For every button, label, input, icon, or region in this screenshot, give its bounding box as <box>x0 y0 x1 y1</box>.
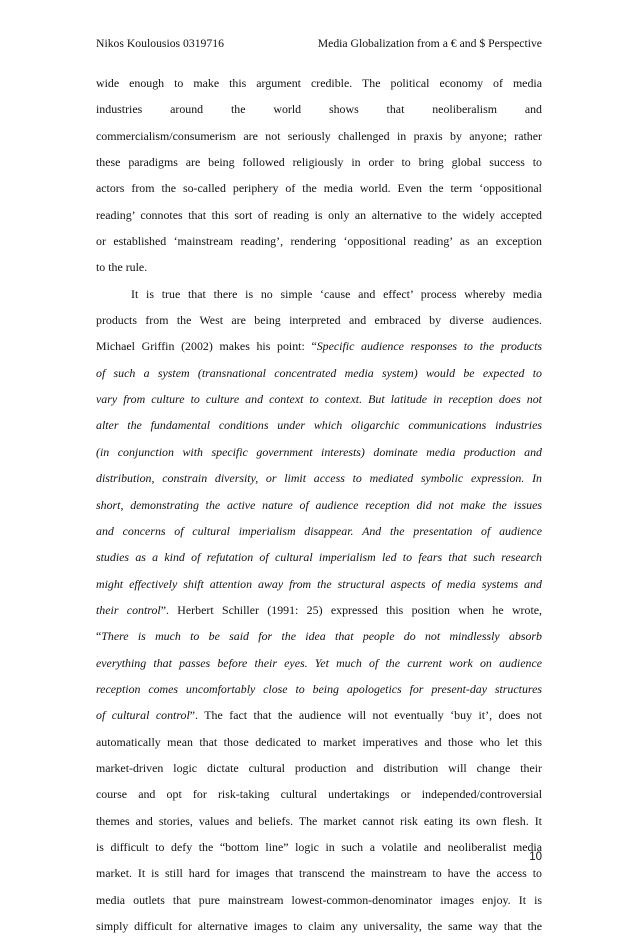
text-line <box>96 175 542 201</box>
text-line <box>96 281 542 307</box>
text-span: industries around the world shows that neoliberalism and <box>96 102 542 117</box>
text-span: to the rule. <box>96 260 148 275</box>
italic-quote-span: reception comes uncomfortably close to being apologetics for present-day structures <box>96 681 542 696</box>
text-span: or established ‘mainstream reading’, rendering ‘oppositional reading’ as an exception <box>96 234 542 249</box>
italic-quote-span: and concerns of cultural imperialism disappear. And the presentation of audience <box>96 523 542 538</box>
text-line <box>96 781 542 807</box>
page-number: 10 <box>529 851 542 863</box>
italic-quote-span: everything that passes before their eyes. Yet much of the current work on audience <box>96 655 542 670</box>
italic-quote-span: (in conjunction with specific government interests) dominate media production and <box>96 444 542 459</box>
text-span: actors from the so-called periphery of the media world. Even the term ‘oppositional <box>96 181 542 196</box>
text-span: products from the West are being interpreted and embraced by diverse audiences. <box>96 313 542 328</box>
text-span: wide enough to make this argument credible. The political economy of media <box>96 76 542 90</box>
text-line <box>96 887 542 913</box>
italic-quote-span: Specific audience responses to the products <box>316 339 542 354</box>
header-author-id: Nikos Koulousios 0319716 <box>96 37 224 50</box>
text-line <box>96 860 542 886</box>
text-line <box>96 96 542 122</box>
text-line <box>96 755 542 781</box>
italic-quote-span: There is much to be said for the idea that people do not mindlessly absorb <box>101 629 542 644</box>
text-span: Michael Griffin (2002) makes his point: “ <box>96 339 317 354</box>
text-line <box>96 412 542 438</box>
text-line <box>96 123 542 149</box>
text-span: market-driven logic dictate cultural production and distribution will change their <box>96 760 542 775</box>
text-line <box>96 834 542 860</box>
text-span: course and opt for risk-taking cultural undertakings or independed/controversial <box>96 787 542 802</box>
text-span: themes and stories, values and beliefs. The market cannot risk eating its own flesh. It <box>96 813 542 828</box>
text-line <box>96 333 542 359</box>
italic-quote-span: studies as a kind of refutation of cultural imperialism led to fears that such research <box>96 550 542 565</box>
text-line <box>96 623 542 649</box>
text-span: media outlets that pure mainstream lowest-common-denominator images enjoy. It is <box>96 892 542 907</box>
text-span: automatically mean that those dedicated to market imperatives and those who let this <box>96 734 542 749</box>
text-span: It is true that there is no simple ‘cause and effect’ process whereby media <box>131 286 542 301</box>
italic-quote-span: might effectively shift attention away from the structural aspects of media systems and <box>96 576 542 591</box>
text-line <box>96 913 542 939</box>
text-line <box>96 228 542 254</box>
text-line <box>96 149 542 175</box>
text-line <box>96 571 542 597</box>
text-line <box>96 70 542 96</box>
text-line <box>96 465 542 491</box>
text-line <box>96 492 542 518</box>
italic-quote-span: of cultural control <box>96 708 190 723</box>
text-line <box>96 202 542 228</box>
italic-quote-span: alter the fundamental conditions under which oligarchic communications industries <box>96 418 542 433</box>
body-text <box>96 70 542 939</box>
text-line <box>96 439 542 465</box>
text-line <box>96 808 542 834</box>
text-span: ”. Herbert Schiller (1991: 25) expressed this position when he wrote, <box>160 602 542 617</box>
text-span: is difficult to defy the “bottom line” logic in such a volatile and neoliberalist media <box>96 839 542 854</box>
text-line <box>96 254 542 280</box>
header-title: Media Globalization from a € and $ Perspective <box>317 37 542 50</box>
text-line <box>96 597 542 623</box>
text-line <box>96 518 542 544</box>
text-span: ”. The fact that the audience will not eventually ‘buy it’, does not <box>189 708 542 723</box>
text-line <box>96 650 542 676</box>
text-span: simply difficult for alternative images to claim any universality, the same way that the <box>96 919 542 933</box>
text-span: “ <box>96 629 102 644</box>
italic-quote-span: short, demonstrating the active nature of audience reception did not make the issues <box>96 497 542 512</box>
text-line <box>96 386 542 412</box>
italic-quote-span: of such a system (transnational concentrated media system) would be expected to <box>96 365 542 380</box>
italic-quote-span: their control <box>96 602 161 617</box>
text-line <box>96 307 542 333</box>
text-line <box>96 360 542 386</box>
text-span: reading’ connotes that this sort of reading is only an alternative to the widely accepted <box>96 207 542 222</box>
text-line <box>96 544 542 570</box>
running-header <box>96 36 542 52</box>
italic-quote-span: vary from culture to culture and context to context. But latitude in reception does not <box>96 392 542 407</box>
italic-quote-span: distribution, constrain diversity, or limit access to mediated symbolic expression. In <box>96 471 542 486</box>
text-span: these paradigms are being followed religiously in order to bring global success to <box>96 155 542 170</box>
text-line <box>96 676 542 702</box>
text-span: market. It is still hard for images that transcend the mainstream to have the access to <box>96 866 542 881</box>
text-span: commercialism/consumerism are not seriously challenged in praxis by anyone; rather <box>96 128 542 143</box>
text-line <box>96 702 542 728</box>
text-line <box>96 729 542 755</box>
